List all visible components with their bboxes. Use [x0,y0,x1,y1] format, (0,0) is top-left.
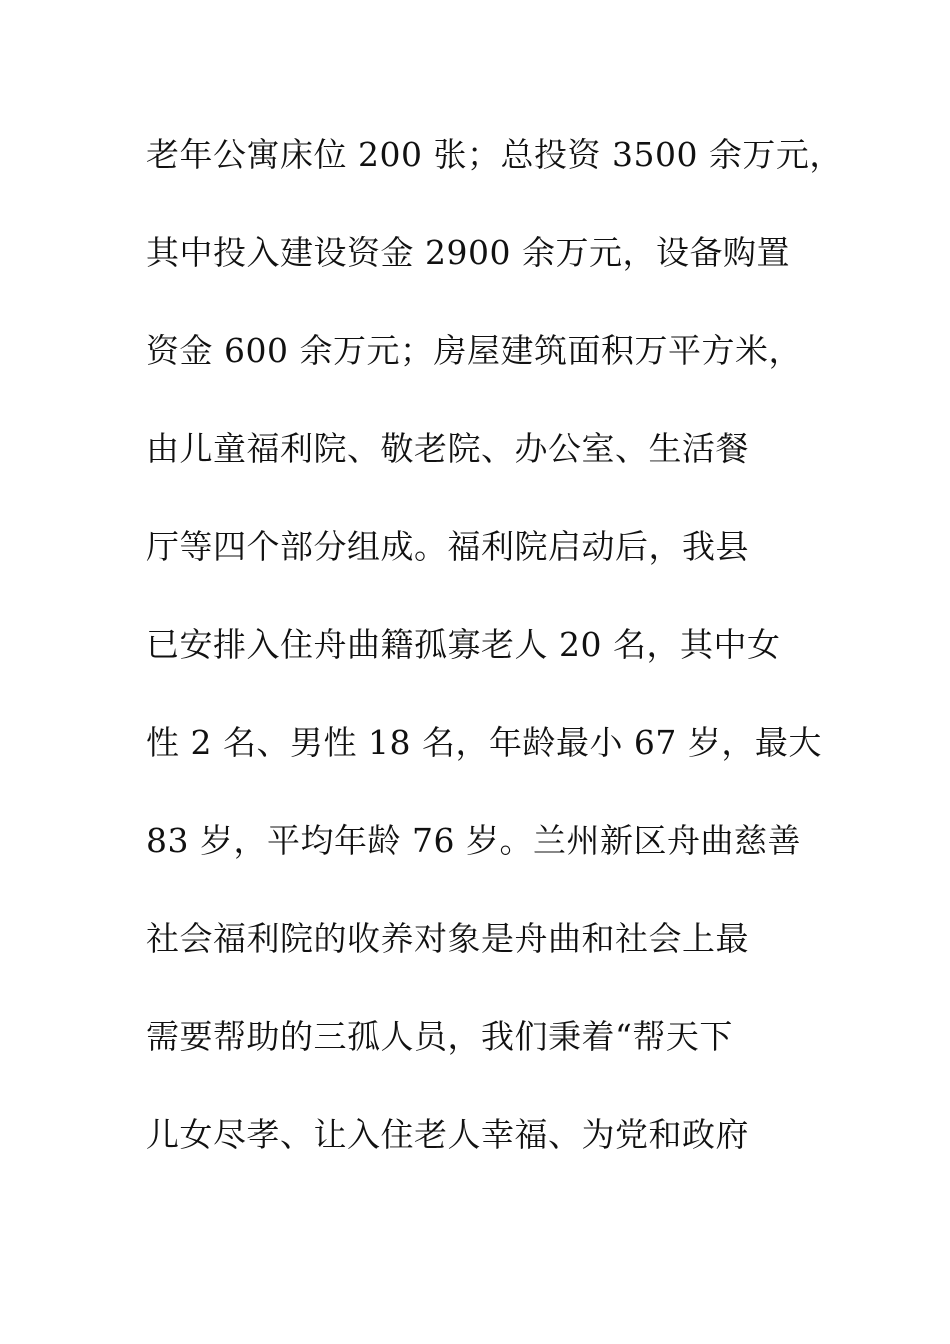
text-line: 厅等四个部分组成。福利院启动后，我县 [146,527,749,566]
text-line: 其中投入建设资金 2900 余万元，设备购置 [146,233,790,272]
text-line: 由儿童福利院、敬老院、办公室、生活餐 [146,429,749,468]
text-line: 儿女尽孝、让入住老人幸福、为党和政府 [146,1115,749,1154]
text-line: 性 2 名、男性 18 名，年龄最小 67 岁，最大 [146,723,822,762]
text-line: 83 岁，平均年龄 76 岁。兰州新区舟曲慈善 [146,821,801,860]
body-text [146,128,843,1206]
text-line: 已安排入住舟曲籍孤寡老人 20 名，其中女 [146,625,781,664]
text-line: 老年公寓床位 200 张；总投资 3500 余万元， [146,135,843,174]
text-line: 资金 600 余万元；房屋建筑面积万平方米， [146,331,802,370]
text-line: 需要帮助的三孤人员，我们秉着“帮天下 [146,1017,733,1056]
text-line: 社会福利院的收养对象是舟曲和社会上最 [146,919,749,958]
